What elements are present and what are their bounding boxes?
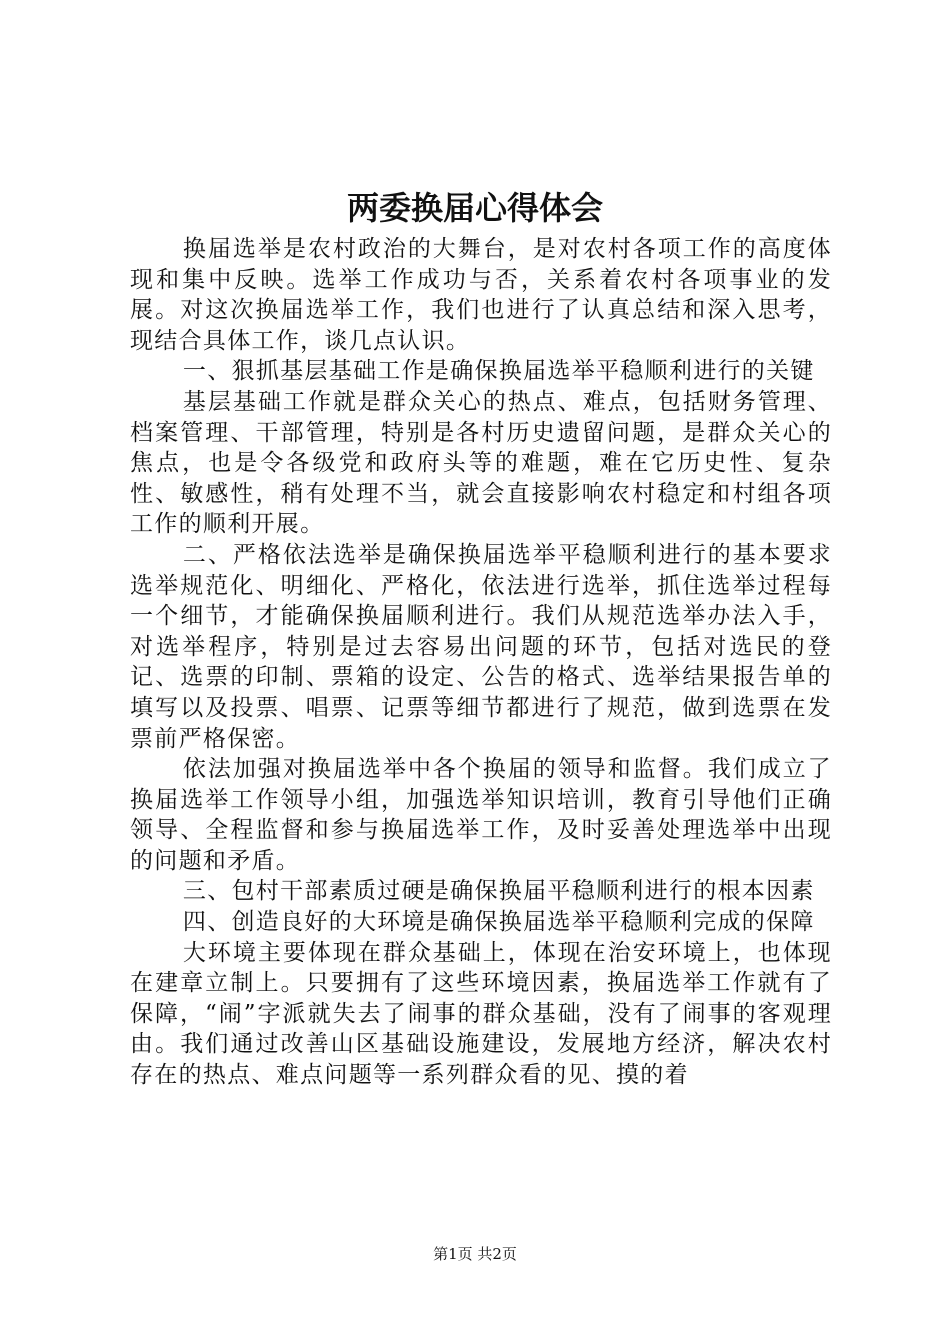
paragraph-intro: 换届选举是农村政治的大舞台，是对农村各项工作的高度体现和集中反映。选举工作成功与否，关系着农村各项事业的发展。对这次换届选举工作，我们也进行了认真总结和深入思考，现结合具体工作，谈几点认识。	[130, 236, 832, 354]
paragraph-section-1: 基层基础工作就是群众关心的热点、难点，包括财务管理、档案管理、干部管理，特别是各村历史遗留问题，是群众关心的焦点，也是令各级党和政府头等的难题，难在它历史性、复杂性、敏感性，稍有处理不当，就会直接影响农村稳定和村组各项工作的顺利开展。	[130, 388, 832, 538]
heading-section-1: 一、狠抓基层基础工作是确保换届选举平稳顺利进行的关键	[182, 358, 815, 385]
heading-section-4: 四、创造良好的大环境是确保换届选举平稳顺利完成的保障	[182, 909, 815, 936]
paragraph-section-2: 二、严格依法选举是确保换届选举平稳顺利进行的基本要求选举规范化、明细化、严格化，依法进行选举，抓住选举过程每一个细节，才能确保换届顺利进行。我们从规范选举办法入手，对选举程序，特别是过去容易出问题的环节，包括对选民的登记、选票的印制、票箱的设定、公告的格式、选举结果报告单的填写以及投票、唱票、记票等细节都进行了规范，做到选票在发票前严格保密。	[130, 541, 832, 752]
page-footer: 第1页 共2页	[433, 1245, 517, 1263]
paragraph-section-4: 大环境主要体现在群众基础上，体现在治安环境上，也体现在建章立制上。只要拥有了这些环境因素，换届选举工作就有了保障，“闹”字派就失去了闹事的群众基础，没有了闹事的客观理由。我们通过改善山区基础设施建设，发展地方经济，解决农村存在的热点、难点问题等一系列群众看的见、摸的着	[130, 939, 832, 1089]
document-body	[130, 234, 832, 1091]
heading-section-3: 三、包村干部素质过硬是确保换届平稳顺利进行的根本因素	[182, 878, 815, 905]
document-title: 两委换届心得体会	[346, 189, 603, 227]
paragraph-supervision: 依法加强对换届选举中各个换届的领导和监督。我们成立了换届选举工作领导小组，加强选举知识培训，教育引导他们正确领导、全程监督和参与换届选举工作，及时妥善处理选举中出现的问题和矛盾。	[130, 756, 832, 874]
